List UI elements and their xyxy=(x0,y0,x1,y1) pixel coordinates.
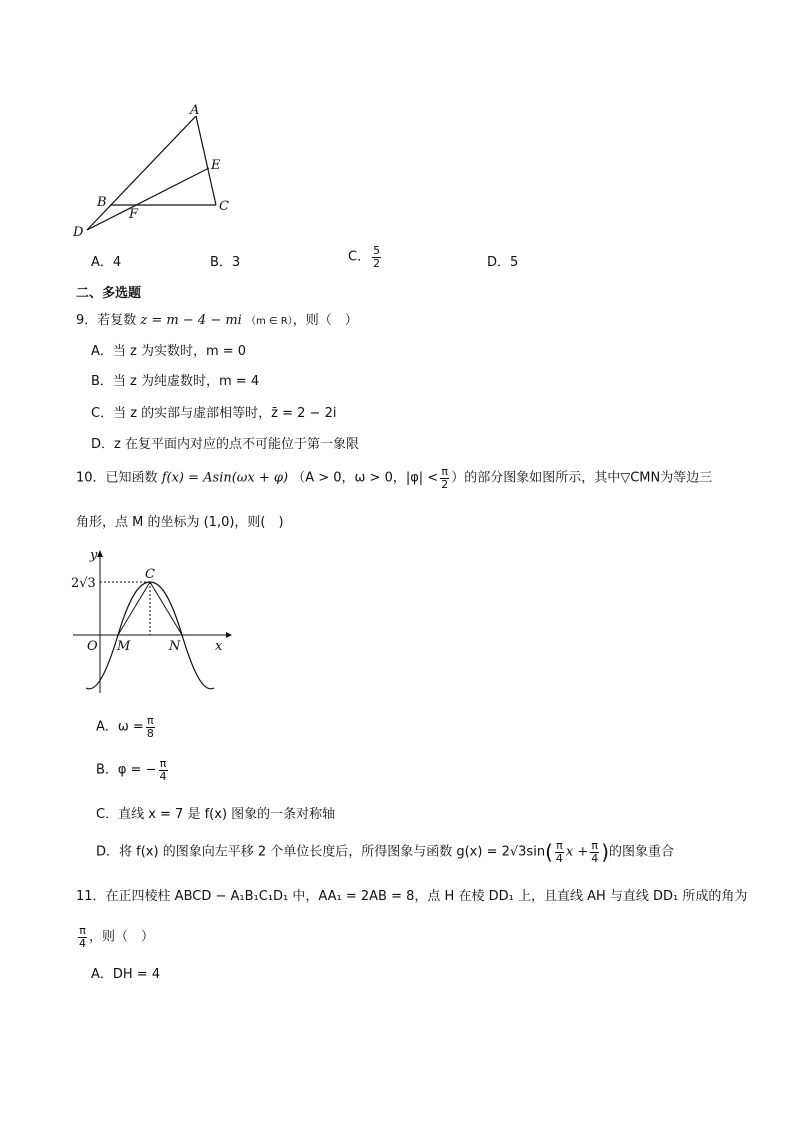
frac-den: 4 xyxy=(159,769,167,783)
q9-stem-expr: z = m − 4 − mi xyxy=(140,313,242,328)
q9-option-b[interactable]: B．当 z 为纯虚数时，m = 4 xyxy=(91,374,260,389)
paren-right: ) xyxy=(601,840,610,865)
q8-option-c-prefix: C． xyxy=(348,249,371,265)
frac-num: π xyxy=(159,757,167,770)
q9-option-c[interactable]: C．当 z 的实部与虚部相等时，z̄ = 2 − 2i xyxy=(91,406,337,421)
q10-stem-line1 xyxy=(76,466,712,490)
section-title: 二、多选题 xyxy=(76,286,142,301)
label-o: O xyxy=(87,639,98,654)
frac-den: 4 xyxy=(79,936,86,950)
fraction-pi-4-second xyxy=(590,840,599,864)
frac-num: π xyxy=(556,839,563,852)
q10-line1-a: 10．已知函数 xyxy=(76,470,158,486)
label-f: F xyxy=(129,207,139,222)
frac-den: 8 xyxy=(146,726,154,740)
fraction-pi-2 xyxy=(440,466,449,490)
fraction-pi-8 xyxy=(146,715,155,739)
q10-line1-b: （A > 0，ω > 0，|φ| < xyxy=(292,470,439,486)
triangle-figure xyxy=(70,100,240,245)
q10-line1-expr: f(x) = Asin(ωx + φ) xyxy=(161,470,289,486)
q10-stem-line2: 角形，点 M 的坐标为 (1,0)，则( ) xyxy=(76,515,284,530)
label-e: E xyxy=(211,158,221,173)
q10-option-a-prefix: A．ω = xyxy=(96,719,144,735)
q10-option-b-prefix: B．φ = − xyxy=(96,762,157,778)
q10-option-d-a: D．将 f(x) 的图象向左平移 2 个单位长度后，所得图象与函数 g(x) = 2√3sin xyxy=(96,844,546,860)
q10-option-c[interactable]: C．直线 x = 7 是 f(x) 图象的一条对称轴 xyxy=(96,807,336,822)
frac-den: 4 xyxy=(591,851,599,865)
x-axis-arrow xyxy=(226,632,232,638)
label-c: C xyxy=(145,567,155,582)
fraction-5-2 xyxy=(372,245,381,269)
q9-stem-num: 9．若复数 xyxy=(76,313,137,328)
label-b: B xyxy=(97,195,107,210)
triangle-side-cn xyxy=(150,582,182,635)
q9-option-d[interactable]: D．z 在复平面内对应的点不可能位于第一象限 xyxy=(91,437,359,452)
q8-option-c[interactable] xyxy=(348,245,383,269)
q11-line2-text: ，则（ ） xyxy=(89,929,155,945)
label-d: D xyxy=(73,225,84,240)
q11-stem-line2 xyxy=(76,925,154,949)
fraction-pi-4 xyxy=(159,758,168,782)
label-y: y xyxy=(90,548,98,563)
q9-option-a[interactable]: A．当 z 为实数时，m = 0 xyxy=(91,344,247,359)
q10-option-d-mid: x + xyxy=(565,844,589,860)
frac-num: π xyxy=(591,839,599,852)
frac-num: π xyxy=(79,924,86,937)
frac-num: π xyxy=(147,714,154,727)
q8-option-d[interactable]: D．5 xyxy=(487,255,519,270)
frac-den: 2 xyxy=(373,256,381,270)
q11-option-a[interactable]: A．DH = 4 xyxy=(91,967,161,982)
q10-option-d[interactable] xyxy=(96,840,674,864)
label-a: A xyxy=(190,103,200,118)
q8-option-a[interactable]: A．4 xyxy=(91,255,122,270)
segment-ad xyxy=(87,116,196,230)
sine-graph xyxy=(68,545,238,700)
fraction-pi-4-first xyxy=(555,840,564,864)
q10-option-b[interactable] xyxy=(96,758,170,782)
frac-den: 2 xyxy=(441,477,449,491)
label-x: x xyxy=(215,639,223,654)
q9-stem-cond: （m ∈ R） xyxy=(245,316,293,327)
frac-den: 4 xyxy=(555,851,563,865)
q9-stem-end: ，则（ ） xyxy=(292,313,358,328)
fraction-pi-4 xyxy=(78,925,87,949)
label-c: C xyxy=(219,199,229,214)
paren-left: ( xyxy=(545,840,553,865)
q11-stem-line1: 11．在正四棱柱 ABCD − A₁B₁C₁D₁ 中，AA₁ = 2AB = 8，点 H 在棱 DD₁ 上，且直线 AH 与直线 DD₁ 所成的角为 xyxy=(76,889,748,904)
triangle-side-mc xyxy=(118,582,150,635)
y-axis-arrow xyxy=(97,550,103,557)
label-2sqrt3: 2√3 xyxy=(71,576,96,591)
q10-option-a[interactable] xyxy=(96,715,157,739)
frac-num: π xyxy=(441,465,449,478)
label-n: N xyxy=(169,639,181,654)
q9-stem xyxy=(76,313,358,329)
q8-option-b[interactable]: B．3 xyxy=(210,255,241,270)
frac-num: 5 xyxy=(373,244,381,257)
q10-line1-c: ）的部分图象如图所示，其中▽CMN为等边三 xyxy=(451,470,713,486)
q10-option-d-b: 的图象重合 xyxy=(609,844,675,860)
label-m: M xyxy=(117,639,131,654)
